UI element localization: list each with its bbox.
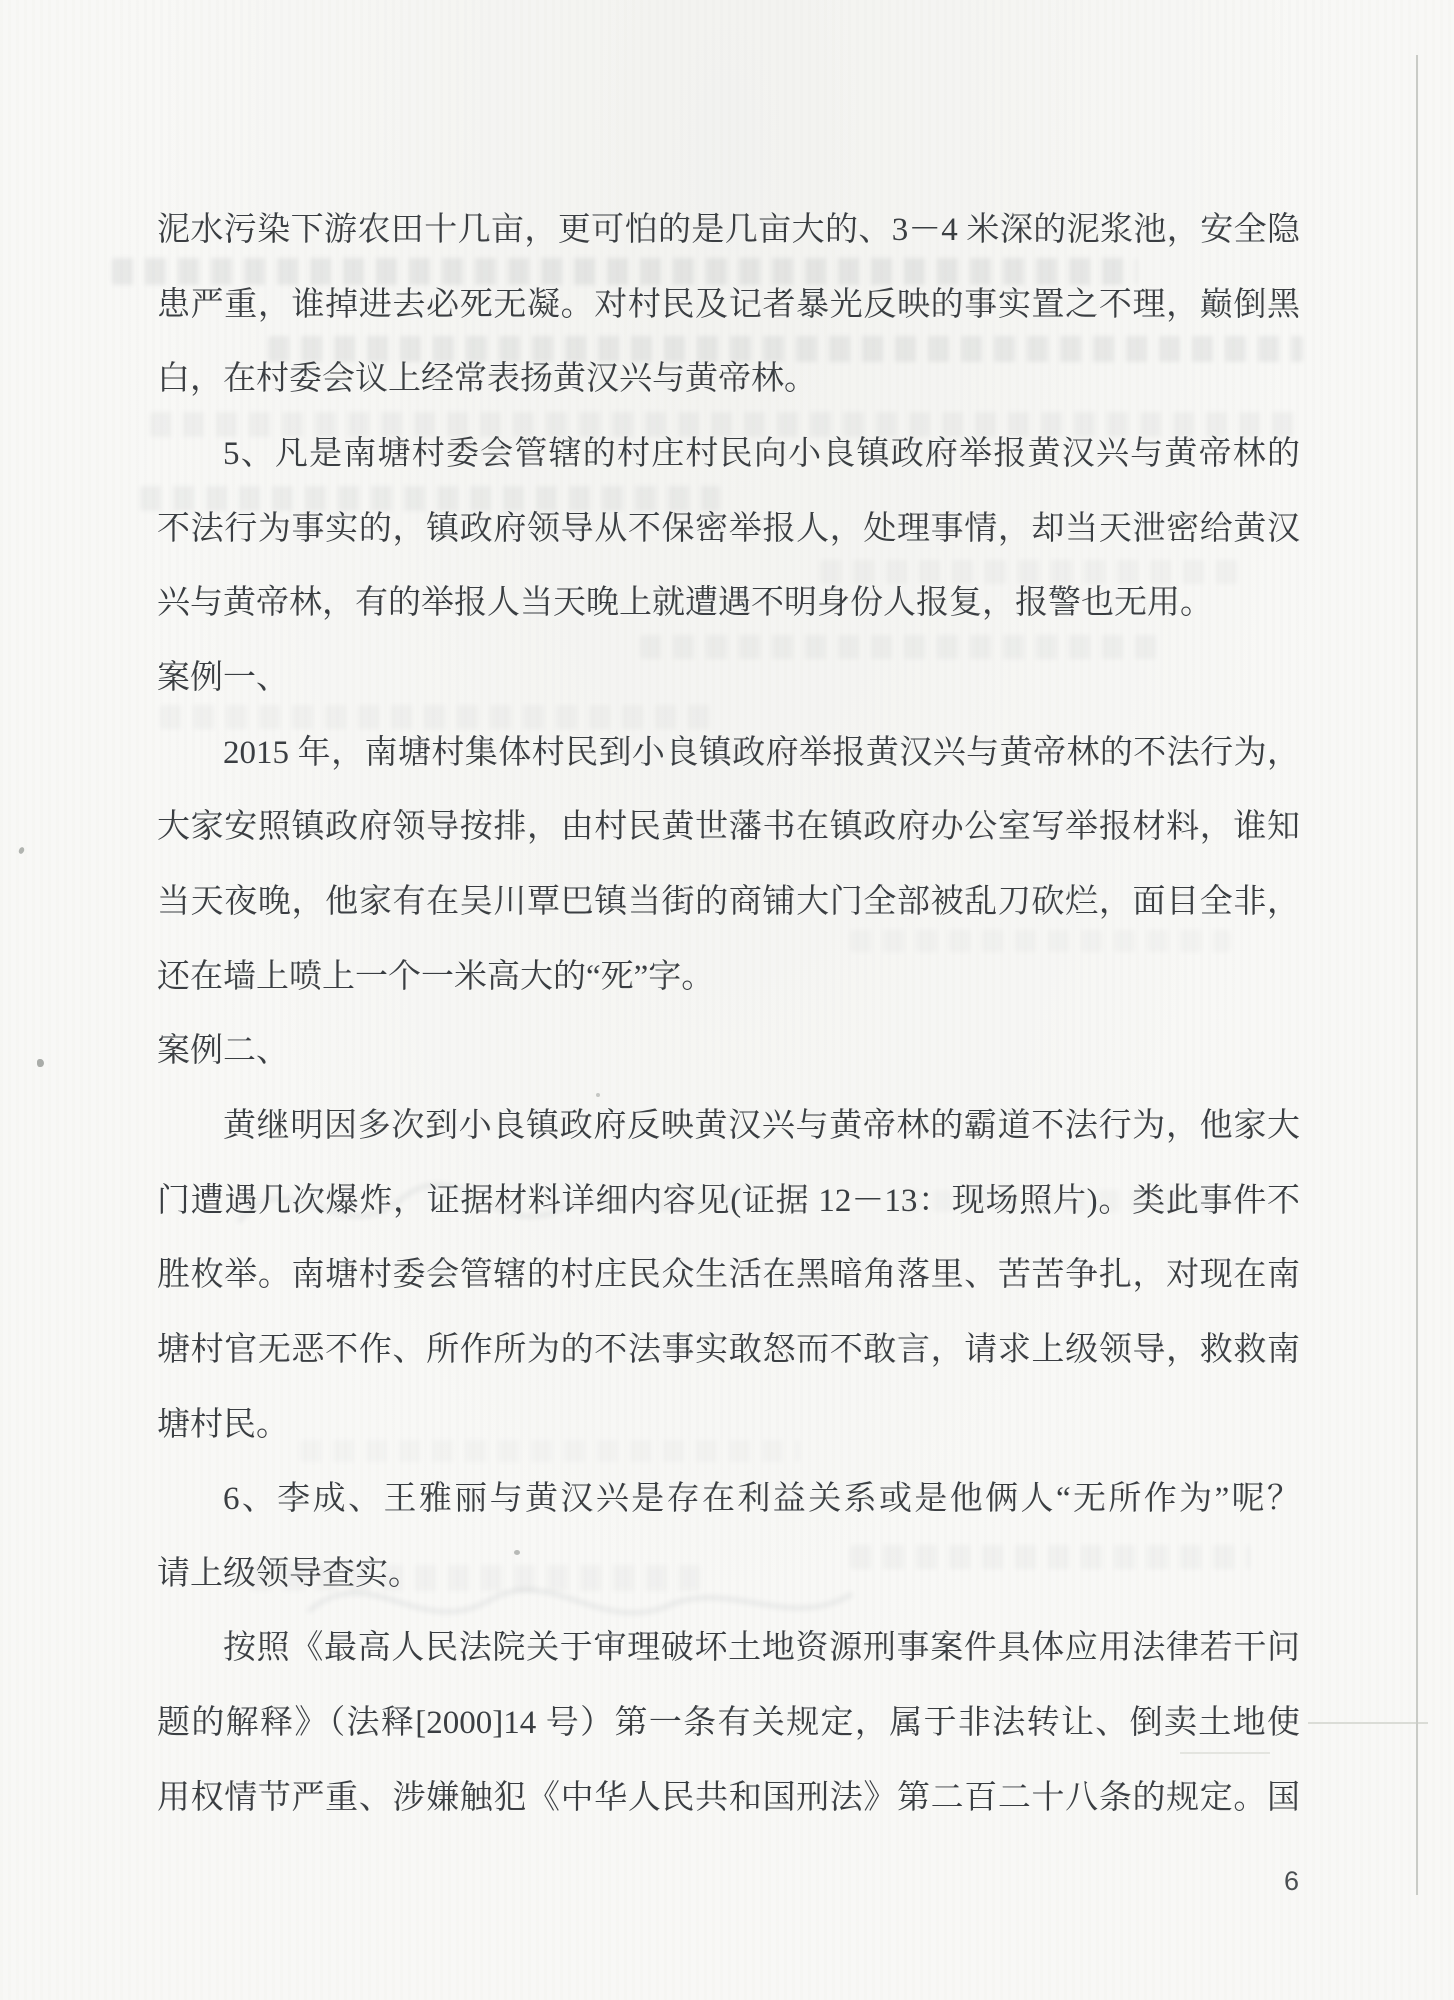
text-line: 按照《最高人民法院关于审理破坏土地资源刑事案件具体应用法律若干问 [223, 1630, 1300, 1667]
document-body [157, 193, 1300, 1835]
text-line: 请上级领导查实。 [157, 1555, 421, 1592]
scan-line-artifact [1308, 1722, 1428, 1724]
text-line: 白，在村委会议上经常表扬黄汉兴与黄帝林。 [157, 361, 817, 398]
scan-speck [596, 1093, 600, 1097]
text-line: 用权情节严重、涉嫌触犯《中华人民共和国刑法》第二百二十八条的规定。国 [157, 1779, 1300, 1816]
scan-speck [37, 1059, 44, 1067]
text-line: 不法行为事实的，镇政府领导从不保密举报人，处理事情，却当天泄密给黄汉 [157, 510, 1300, 547]
text-line: 案例二、 [157, 1033, 289, 1070]
text-line: 5、凡是南塘村委会管辖的村庄村民向小良镇政府举报黄汉兴与黄帝林的 [223, 435, 1300, 472]
text-line: 还在墙上喷上一个一米高大的“死”字。 [157, 958, 715, 995]
text-line: 患严重，谁掉进去必死无凝。对村民及记者暴光反映的事实置之不理，巅倒黑 [157, 286, 1300, 323]
text-line: 胜枚举。南塘村委会管辖的村庄民众生活在黑暗角落里、苦苦争扎，对现在南 [157, 1257, 1300, 1294]
text-line: 大家安照镇政府领导按排，由村民黄世藩书在镇政府办公室写举报材料，谁知 [157, 809, 1300, 846]
text-line: 兴与黄帝林，有的举报人当天晚上就遭遇不明身份人报复，报警也无用。 [157, 585, 1213, 622]
text-line: 案例一、 [157, 659, 289, 696]
text-line: 当天夜晚，他家有在吴川覃巴镇当街的商铺大门全部被乱刀砍烂，面目全非， [157, 883, 1300, 920]
page-edge-line [1416, 55, 1418, 1895]
text-line: 6、李成、王雅丽与黄汉兴是存在利益关系或是他俩人“无所作为”呢？ [223, 1481, 1300, 1518]
text-line: 泥水污染下游农田十几亩，更可怕的是几亩大的、3－4 米深的泥浆池，安全隐 [157, 212, 1300, 248]
page-number: 6 [1284, 1866, 1300, 1896]
text-line: 黄继明因多次到小良镇政府反映黄汉兴与黄帝林的霸道不法行为，他家大 [223, 1107, 1300, 1144]
scan-line-artifact [1180, 1752, 1270, 1754]
scan-speck [18, 846, 25, 854]
text-line: 2015 年，南塘村集体村民到小良镇政府举报黄汉兴与黄帝林的不法行为， [223, 734, 1300, 771]
text-line: 门遭遇几次爆炸，证据材料详细内容见(证据 12－13：现场照片)。类此事件不 [157, 1182, 1300, 1219]
text-line: 塘村官无恶不作、所作所为的不法事实敢怒而不敢言，请求上级领导，救救南 [157, 1331, 1300, 1368]
text-line: 塘村民。 [157, 1406, 289, 1443]
text-line: 题的解释》（法释[2000]14 号）第一条有关规定，属于非法转让、倒卖土地使 [157, 1705, 1300, 1742]
scan-speck [514, 1550, 520, 1555]
